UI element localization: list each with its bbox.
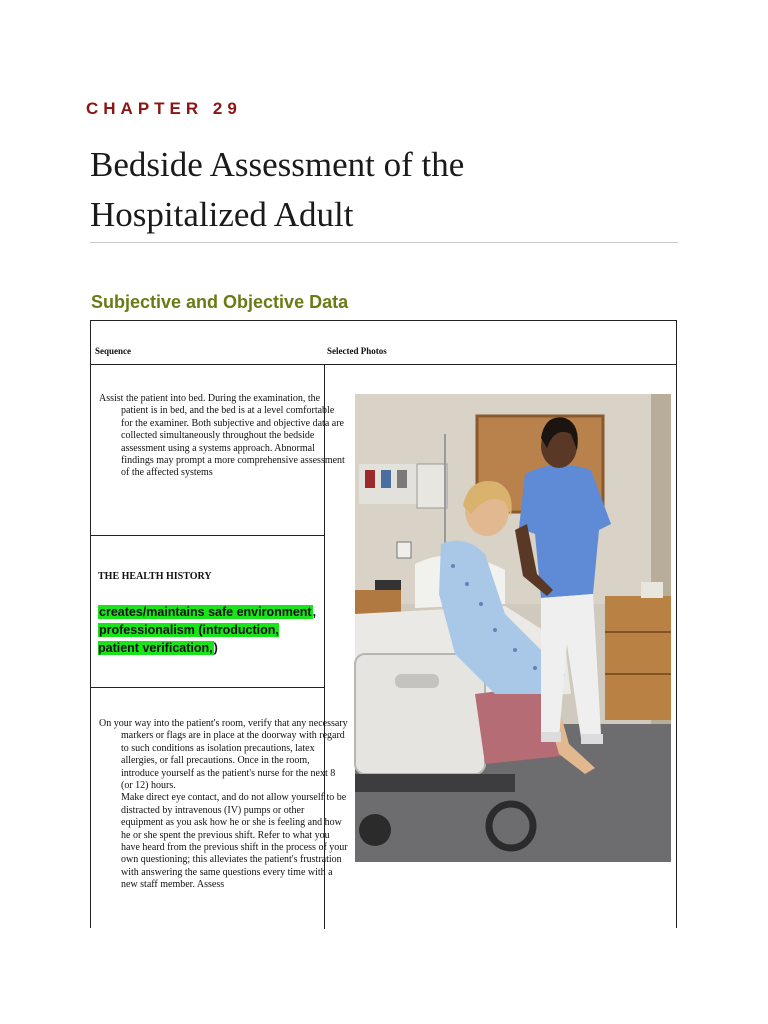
- page-title: [90, 140, 690, 240]
- title-line-1: Bedside Assessment of the: [90, 145, 465, 184]
- table-header: [91, 321, 676, 365]
- highlight-professionalism: professionalism (introduction, patient verification,: [98, 623, 279, 655]
- section-title: Subjective and Objective Data: [91, 292, 349, 312]
- table-row: [91, 365, 345, 536]
- col-header-sequence: Sequence: [95, 346, 131, 356]
- table-row: [91, 536, 324, 688]
- chapter-label: CHAPTER 29: [86, 99, 242, 118]
- row1-text: Assist the patient into bed. During the examination, the patient is in bed, and the bed is at a level comfortable for the examiner. Both subjective and objective data are collected simultaneously throughout the bedside assessment using a systems approach. Abnormal findings may prompt a more comprehensive assessment of the affected systems: [99, 393, 345, 479]
- row3-text: On your way into the patient's room, verify that any necessary markers or flags are in place at the doorway with regard to such conditions as isolation precautions, latex allergies, or fall precautions. Once in the room, introduce yourself as the patient's nurse for the next 8 (or 12) hours. Make direct eye contact, and do not allow yourself to be distracted by intravenous (IV) pumps or other equipment as you ask how he or she is feeling and how he or she spent the previous shift. Refer to what you have heard from the previous shift in the process of your own questioning; this alleviates the patient's frustration with answering the same questions every time with a new staff member. Assess: [99, 718, 348, 891]
- title-divider: [90, 242, 678, 243]
- col-header-photos: Selected Photos: [327, 346, 387, 356]
- table-row: [91, 688, 348, 929]
- title-line-2: Hospitalized Adult: [90, 195, 354, 234]
- highlight-safe-environment: creates/maintains safe environment: [99, 605, 312, 619]
- bedside-photo: [355, 394, 671, 862]
- health-history-heading: THE HEALTH HISTORY: [98, 571, 212, 582]
- sequence-table: [90, 320, 677, 928]
- highlighted-note: creates/maintains safe environment, professionalism (introduction, patient verification,): [98, 605, 317, 655]
- nurse-patient-illustration: [355, 394, 671, 862]
